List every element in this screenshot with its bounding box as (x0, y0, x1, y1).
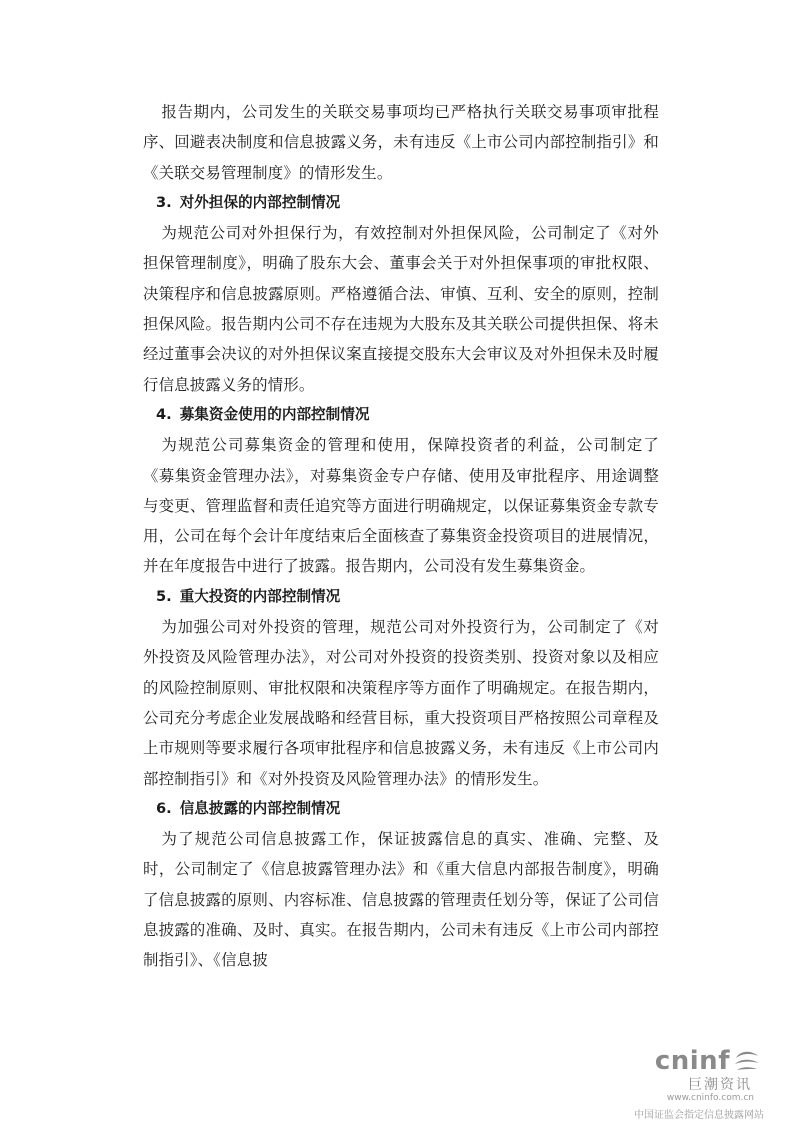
paragraph: 报告期内，公司发生的关联交易事项均已严格执行关联交易事项审批程序、回避表决制度和信息披露义务，未有违反《上市公司内部控制指引》和《关联交易管理制度》的情形发生。 (143, 103, 659, 182)
paragraph: 为规范公司募集资金的管理和使用，保障投资者的利益，公司制定了《募集资金管理办法》，对募集资金专户存储、使用及审批程序、用途调整与变更、管理监督和责任追究等方面进行明确规定，以保证募集资金专款专用，公司在每个会计年度结束后全面核查了募集资金投资项目的进展情况，并在年度报告中进行了披露。报告期内，公司没有发生募集资金。 (143, 436, 659, 576)
paragraph: 为规范公司对外担保行为，有效控制对外担保风险，公司制定了《对外担保管理制度》，明确了股东大会、董事会关于对外担保事项的审批权限、决策程序和信息披露原则。严格遵循合法、审慎、互利、安全的原则，控制担保风险。报告期内公司不存在违规为大股东及其关联公司提供担保、将未经过董事会决议的对外担保议案直接提交股东大会审议及对外担保未及时履行信息披露义务的情形。 (143, 224, 659, 394)
watermark-logo-text: cninf (654, 1046, 730, 1076)
section-number: 6. (156, 799, 172, 817)
watermark-chinese-name: 巨潮资讯 (688, 1077, 752, 1093)
section-heading (143, 188, 659, 218)
section-heading (143, 794, 659, 824)
section-heading (143, 582, 659, 612)
paragraph: 为了规范公司信息披露工作，保证披露信息的真实、准确、完整、及时，公司制定了《信息披露管理办法》和《重大信息内部报告制度》，明确了信息披露的原则、内容标准、信息披露的管理责任划分等，保证了公司信息披露的准确、及时、真实。在报告期内，公司未有违反《上市公司内部控制指引》、《信息披 (143, 830, 659, 970)
section-number: 3. (156, 193, 172, 211)
watermark-tagline: 中国证监会指定信息披露网站 (634, 1110, 764, 1121)
cninfo-watermark (614, 1046, 764, 1122)
cninfo-wave-icon (732, 1048, 762, 1074)
section-title: 信息披露的内部控制情况 (179, 799, 341, 817)
section-number: 4. (156, 405, 172, 423)
paragraph: 为加强公司对外投资的管理，规范公司对外投资行为，公司制定了《对外投资及风险管理办法》，对公司对外投资的投资类别、投资对象以及相应的风险控制原则、审批权限和决策程序等方面作了明确规定。在报告期内，公司充分考虑企业发展战略和经营目标，重大投资项目严格按照公司章程及上市规则等要求履行各项审批程序和信息披露义务，未有违反《上市公司内部控制指引》和《对外投资及风险管理办法》的情形发生。 (143, 618, 659, 788)
section-title: 对外担保的内部控制情况 (179, 193, 341, 211)
watermark-url: www.cninfo.com.cn (666, 1093, 754, 1103)
document-body (143, 97, 659, 976)
section-number: 5. (156, 587, 172, 605)
section-title: 募集资金使用的内部控制情况 (179, 405, 370, 423)
section-heading (143, 400, 659, 430)
section-title: 重大投资的内部控制情况 (179, 587, 341, 605)
